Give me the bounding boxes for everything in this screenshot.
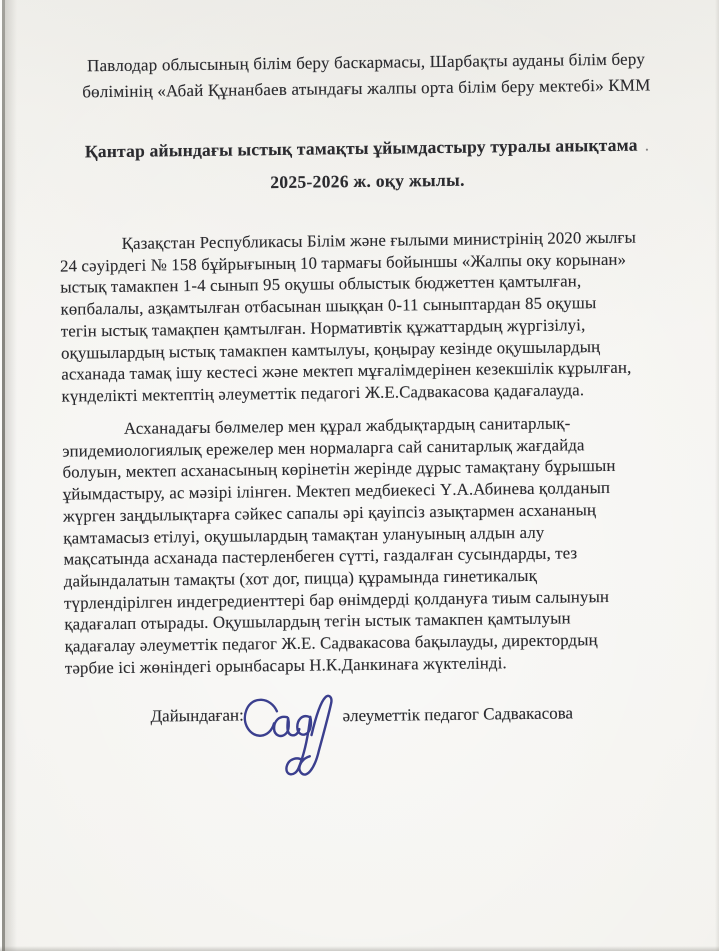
text-line: жүрген заңдылықтарға сәйкес сапалы әрі қауіпсіз азықтармен асхананың: [62, 499, 597, 526]
text-line: Асханадағы бөлмелер мен құрал жабдықтардың санитарлық-: [123, 413, 571, 438]
title-stray-dot: .: [644, 134, 650, 155]
text-line: көпбалалы, азқамтылған отбасынан шыққан 0-11 сыныптардан 85 оқушы: [60, 293, 597, 319]
text-line: болуын, мектеп асханасының көрінетін жерінде дұрыс тамақтану бұрышын: [62, 456, 616, 483]
paragraph-1: [60, 226, 689, 407]
text-line: дайындалатын тамақты (хот дог, пицца) құрамында гинетикалық: [63, 565, 538, 591]
text-line: эпидемиологиялық ережелер мен нормаларга сай санитарлық жағдайда: [62, 434, 585, 461]
document-title-row: [58, 134, 675, 163]
text-line: мақсатында асханада пастерленбеген сүтті, газдалған сусындарды, тез: [63, 543, 578, 569]
paragraph-2: [62, 411, 692, 679]
text-line: тегін ыстық тамақпен қамтылған. Нормативтік құжаттардың жүргізілуі,: [60, 315, 586, 341]
signer-name: әлеуметтік педагог Садвакасова: [342, 703, 574, 726]
text-line: оқушылардың ыстық тамакпен камтылуы, қоңырау кезінде оқушылардың: [60, 336, 601, 363]
text-line: қадағалап отырады. Оқушылардың тегін ыстык тамакпен қамтылуын: [64, 608, 571, 634]
organization-header: Павлодар облысының білім беру баскармасы, Шарбақты ауданы білім беру бөлімінің «Абай Құнанбаев атындағы жалпы орта білім беру мектебі» КММ: [82, 49, 651, 101]
text-line: ұйымдастыру, ас мәзірі ілінген. Мектеп медбиекесі Ү.А.Абинева қолданып: [62, 478, 611, 504]
text-line: қамтамасыз етілуі, оқушылардың тамақтан улануының алдын алу: [63, 522, 545, 548]
prepared-by-label: Дайындаған:: [150, 705, 244, 726]
academic-year-subtitle: 2025-2026 ж. оқу жылы.: [270, 169, 465, 193]
text-line: ыстық тамакпен 1-4 сынып 95 оқушы облыстык бюджеттен қамтылған,: [60, 271, 582, 298]
document-title: Қантар айындағы ыстық тамақты ұйымдастыру туралы анықтама: [84, 134, 638, 162]
text-line: тәрбие ісі жөніндегі орынбасары Н.К.Данкинаға жүктелінді.: [64, 652, 507, 678]
text-line: түрлендірілген индегредиенттері бар өнімдерді қолдануға тиым салынуын: [63, 586, 610, 613]
text-line: 24 сәуірдегі № 158 бұйрығының 10 тармағы бойыншы «Жалпы оку корынан»: [59, 249, 627, 276]
text-line: қадағалау әлеуметтік педагог Ж.Е. Садвакасова бақылауды, директордың: [64, 630, 598, 656]
handwritten-signature: [230, 688, 337, 795]
signature-block: [150, 703, 574, 730]
text-line: күнделікті мектептің әлеуметтік педагогі Ж.Е.Садвакасова қадағалауда.: [61, 380, 585, 406]
text-line: асханада тамақ ішу кестесі және мектеп мұғалімдерінен кезекшілік кұрылған,: [61, 357, 632, 384]
text-line: Қазақстан Республикасы Білім және ғылыми министрінің 2020 жылғы: [121, 227, 637, 253]
